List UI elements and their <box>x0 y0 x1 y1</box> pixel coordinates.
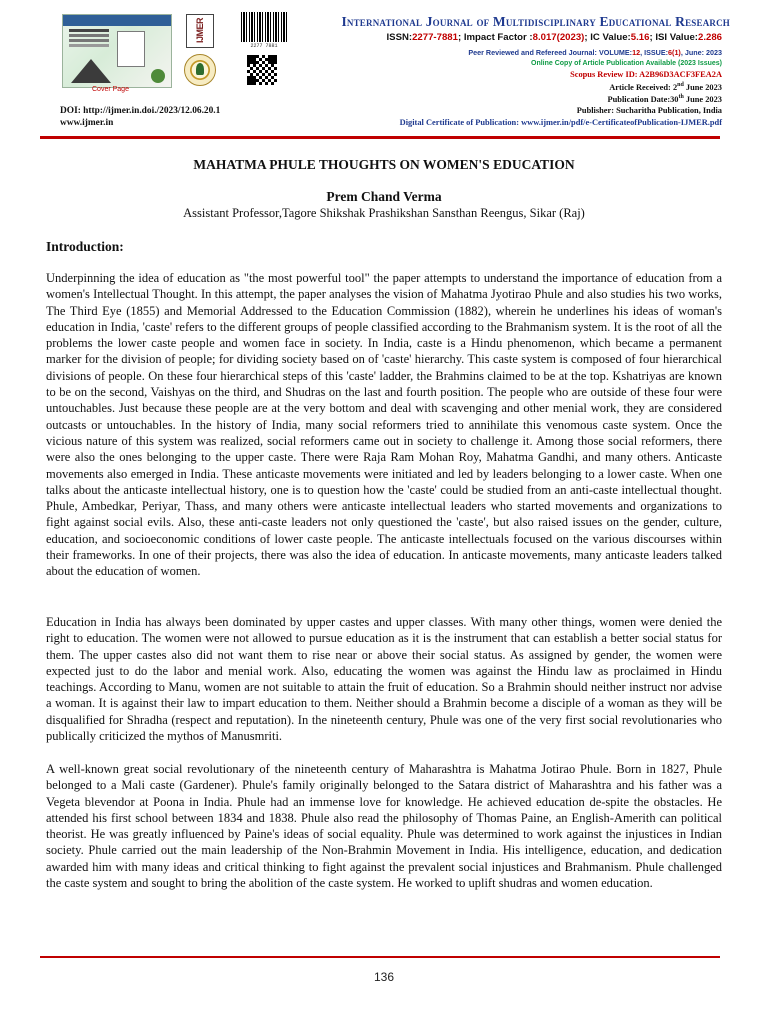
body-paragraph-3: A well-known great social revolutionary of the nineteenth century of Maharashtra is Mahatma Jotirao Phule. Born in 1827, Phule belonged to a Mali caste (Gardener). Phule's family originally belonged to the Satara district of Maharashtra and his father was a Vegeta blevendor at Poona in India. Phule had an immense love for knowledge. He achieved education de-spite the obstacles. He attended his first school between 1834 and 1838. Phule also read the philosophy of Thomas Paine, an English-Amerith can political theorist. He was greatly influenced by Paine's ideas of social equality. Phule was determined to work against the injustices in Indian society. Phule carried out the main leadership of the Non-Brahmin Movement in India. His intelligence, education, and dedication awarded him with many ideas and critical thinking to fight against the prevalent social injustices and Brahmanism. Phule challenged the caste system and sought to bring the abolition of the caste system. He worked to uplift shudras and women education. <box>46 762 722 891</box>
published-rest: June 2023 <box>683 94 722 104</box>
footer-divider <box>40 956 720 958</box>
scopus-review-id: Scopus Review ID: A2B96D3ACF3FEA2A <box>570 70 722 79</box>
cover-inset-page <box>117 31 145 67</box>
cover-page-thumbnail[interactable] <box>62 14 172 88</box>
barcode-number: 2277 7881 <box>250 43 278 49</box>
section-heading: Introduction: <box>46 239 124 254</box>
journal-title: International Journal of Multidisciplinary Educational Research <box>341 14 730 29</box>
ic-label: ; IC Value: <box>584 32 631 43</box>
cover-caption: Cover Page <box>92 86 129 93</box>
isi-value: 2.286 <box>697 32 722 43</box>
certificate-link[interactable]: www.ijmer.in/pdf/e-CertificateofPublication-IJMER.pdf <box>521 118 722 127</box>
author-affiliation: Assistant Professor,Tagore Shikshak Prashikshan Sansthan Reengus, Sikar (Raj) <box>183 206 585 220</box>
body-paragraph-2: Education in India has always been dominated by upper castes and upper classes. With many other things, women were denied the right to education. The women were not allowed to pursue education as it is the instrument that can establish a better social status for them. The upper castes also did not want them to rise near or above their social status. As assigned by gender, the women were expected just to do the labor and menial work. Also, educating the women was against the Hindu law as proclaimed in Hindu teachings. According to Manu, women are not suitable to attain the fruit of education. So a Brahmin should neither instruct nor advise a woman. It is against their law to impart education to them. Neither should a Brahmin become a disciple of a woman as they will be disqualified for Shradha (respect and reputation). In the nineteenth century, Phule was one of the very first social revolutionaries who publically criticized the mythos of Manusmriti. <box>46 615 722 744</box>
emblem-seal-icon <box>184 54 216 86</box>
publication-date <box>608 94 722 104</box>
issue-label: , ISSUE: <box>640 48 669 57</box>
issue-date: , June: 2023 <box>680 48 722 57</box>
doi-link[interactable]: DOI: http://ijmer.in.doi./2023/12.06.20.1 <box>60 106 221 116</box>
published-sup: th <box>678 94 684 100</box>
peer-reviewed-label: Peer Reviewed and Refereed Journal: <box>468 48 599 57</box>
barcode-icon <box>241 12 287 42</box>
issn-label: ISSN: <box>386 32 413 43</box>
certificate-line <box>400 118 722 127</box>
issn-impact-line <box>387 32 723 43</box>
peer-review-line <box>468 48 722 57</box>
cover-tree-graphic <box>151 69 165 83</box>
ijmer-logo <box>186 14 214 48</box>
logo-text: IJMER <box>195 18 205 44</box>
volume-label: VOLUME: <box>598 48 633 57</box>
received-rest: June 2023 <box>683 82 722 92</box>
received-label: Article Received: 2 <box>609 82 678 92</box>
article-title: MAHATMA PHULE THOUGHTS ON WOMEN'S EDUCATION <box>193 157 575 172</box>
qr-code-icon[interactable] <box>247 55 277 85</box>
ic-value: 5.16 <box>630 32 650 43</box>
header-divider <box>40 136 720 139</box>
body-paragraph-1: Underpinning the idea of education as "the most powerful tool" the paper attempts to understand the importance of education from a women's Intellectual Thought. In this attempt, the paper analyses the vision of Mahatma Jyotirao Phule and also studies his two works, The Third Eye (1855) and Memorial Addressed to the Education Commission (1882), wherein he underlines his ideas of woman's education in India, 'caste' refers to the different groups of people classified according to the Brahmanism system. It is the root of all the problems the lower caste people and women face in society. In India, caste is a Hindu phenomenon, which became a permanent marker for the division of people; for dividing society based on of 'caste' hierarchy. This caste system is composed of four hierarchical divisions of people. On these four hierarchical steps of this 'caste' ladder, the Brahmins claimed to be at the top. Kshatriyas are known to be on the second, Vaishyas on the third, and Shudras on the last and fourth position. The people who are outside of these four were untouchables. Just because these people are at the very bottom and deal with scavenging and other menial work, they are considered outcasts or untouchables. In the history of India, many social reformers tried to annihilate this venomous caste system. Once the vicious nature of this system was realized, social reformers came out in society to challenge it. Among those social reformers, there were also the ones belonging to the upper caste. There were Raja Ram Mohan Roy, Mahatma Gandhi, and many others. Anticaste movements also emerged in India. These anticaste movements were initiated and led by leaders belonging to a lower caste. When one talks about the anticaste intellectual history, one is to question how the 'caste' could be studied from an anti-caste intellectual thought. Phule, Ambedkar, Periyar, Thass, and many others were anticaste intellectual leaders who started movements and organizations to fight against social evils. Also, these anti-caste leaders not only questioned the 'caste', but also raised issues on the gender, culture, education, and socioeconomic conditions of lower caste people. The anticaste intellectuals focused on the various discourses within their frameworks. In one of their projects, there was also the idea of education. In anticaste movements, many anticaste leaders talked about the education of women. <box>46 271 722 579</box>
online-copy-note: Online Copy of Article Publication Available (2023 Issues) <box>531 60 722 67</box>
volume-value: 12 <box>632 48 641 57</box>
received-sup: nd <box>677 82 684 88</box>
page-number: 136 <box>373 970 395 984</box>
author-name: Prem Chand Verma <box>326 189 442 204</box>
issn-value: 2277-7881 <box>412 32 458 43</box>
cover-band <box>63 15 171 26</box>
journal-header <box>0 0 768 140</box>
publisher: Publisher: Sucharitha Publication, India <box>576 106 722 115</box>
article-received <box>609 82 722 92</box>
issue-value: 6(1) <box>668 48 681 57</box>
impact-label: ; Impact Factor : <box>457 32 533 43</box>
certificate-label: Digital Certificate of Publication: <box>399 118 522 127</box>
isi-label: ; ISI Value: <box>649 32 698 43</box>
cover-text-lines <box>69 29 109 32</box>
website-link[interactable]: www.ijmer.in <box>60 118 114 128</box>
impact-value: 8.017(2023) <box>532 32 585 43</box>
published-label: Publication Date:30 <box>607 94 679 104</box>
cover-road-graphic <box>71 59 111 83</box>
